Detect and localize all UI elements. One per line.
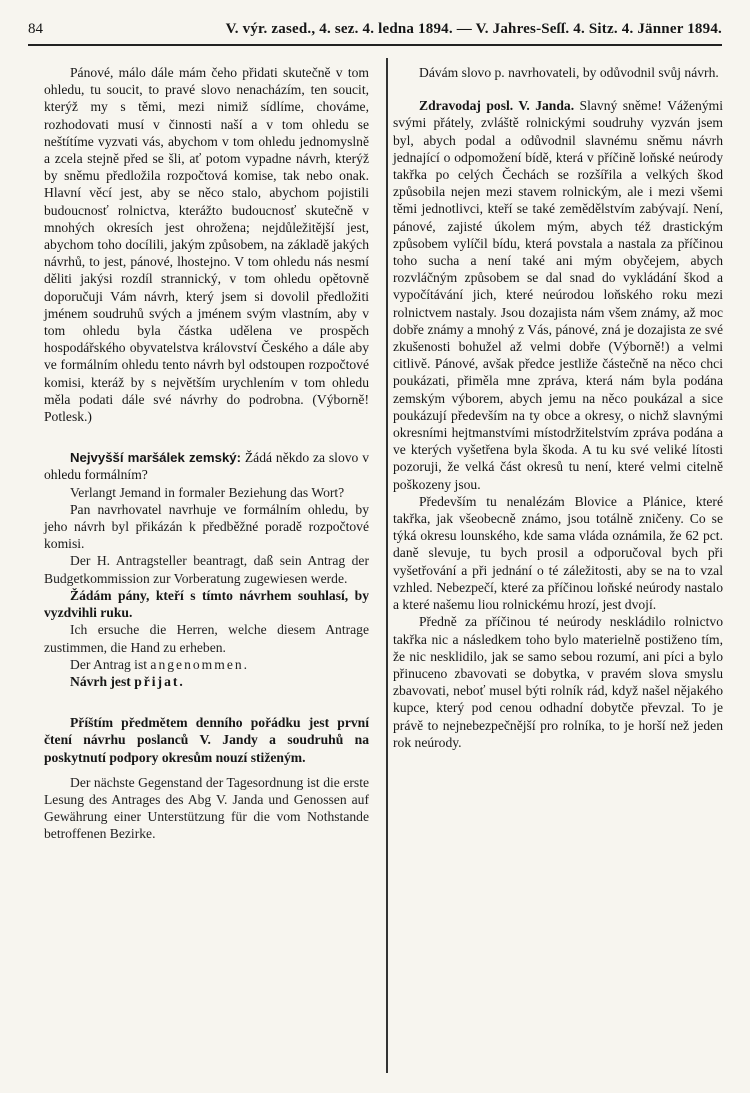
spacer bbox=[44, 766, 369, 774]
paragraph: Dávám slovo p. navrhovateli, by odůvodnil svůj návrh. bbox=[419, 65, 719, 80]
running-title: V. výr. zased., 4. sez. 4. ledna 1894. — V. Jahres-Seſſ. 4. Sitz. 4. Jänner 1894. bbox=[225, 20, 722, 37]
page-number: 84 bbox=[28, 20, 43, 37]
right-column bbox=[393, 64, 723, 751]
paragraph bbox=[44, 64, 369, 425]
paragraph-text: Der Antrag ist bbox=[70, 656, 151, 672]
speaker-name: Zdravodaj posl. V. Janda. bbox=[419, 98, 575, 114]
german-translation bbox=[44, 656, 369, 673]
paragraph bbox=[44, 673, 369, 690]
paragraph: Žádám pány, kteří s tímto návrhem souhlasí, by vyzdvihli ruku. bbox=[44, 587, 369, 621]
speaker-name: Nejvyšší maršálek zemský: bbox=[70, 450, 242, 466]
german-translation: Verlangt Jemand in formaler Beziehung das Wort? bbox=[70, 484, 345, 500]
column-divider bbox=[386, 58, 388, 1073]
left-column bbox=[44, 64, 369, 843]
spacer bbox=[44, 425, 369, 449]
german-translation: Ich ersuche die Herren, welche diesem Antrage zustimmen, die Hand zu erheben. bbox=[44, 622, 369, 655]
paragraph-text: Pánové, málo dále mám čeho přidati skutečně v tom ohledu, tu soucit, to pravé slovo nenacházím, ten soucit, kterýž my s těmi, mezi nimiž sídlíme, chováme, rozhodovati musí v činnosti naší a v tom ohledu se neštítíme vyzvati vás, abychom v tom ohledu jednomyslně a zcela stejně před se šli, ať potom vypadne návrh, kterýž by sněmu předložila rozpočtová komise, tak nebo onak. Hlavní věcí jest, aby se něco stalo, abychom pojistili budoucnosť rolnictva, kterážto budoucnosť skutečně v mnohých okresích jest ohrožena; nejdůležitější jest, abychom toho docílili, jakým způsobem, na základě jakých návrhů, to jest, pánové, lhostejno. V tom ohledu nás nesmí děliti jakýsi rozdíl strannický, v tom ohledu opětovně doporučuji Vám návrh, který jsem si dovolil předložiti jménem soudruhů svých a jménem svým vlastním, aby v tom ohledu byla částka udělena ve prospěch hospodářského obyvatelstva království Českého a dále aby ve formálním ohledu tento návrh byl odstoupen rozpočtové komisi, kteráž by s největším urychlením v tom ohledu měla podati dále své návrhy do podrobna. bbox=[44, 65, 369, 407]
paragraph-text: Slavný sněme! Váženými svými přátely, zvláště rolnickými soudruhy vyzván jsem byl, abych podal a odůvodnil slavnému sněmu návrh jednající o odpomožení bídě, která v příčině loňské neúrody takřka po celých Čechách se rozšířila a velkých škod způsobila nejen mezi stavem rolnickým, ale i mezi všemi těmi jednotlivci, kteří se také zemědělstvím zabývají. Není, pánové, zajisté úkolem mým, abych též drastickým způsobem vylíčil bídu, která povstala a nastala za příčinou toho sucha a není také ani mým obyčejem, abych rozvláčným způsobem se dal snad do vykládání škod a vypočítávání jich, které neúrodou loňského roku mezi rolnictvem nastaly. Jsou dozajista nám všem známy, až moc dobře známy a mnohý z Vás, pánové, zná je dozajista ze své zkušenosti bohužel až velmi dobře (Výborně!) a velmi citlivě. Pánové, avšak předce jestliže částečně na něco chci poukázati, přiměla mne zpráva, která nám byla podána zemským výborem, abych jemu na něco poukázal a sice poukázují především na ty obce a okresy, o nichž slavnými okresními hejtmanstvími místodržitelstvím zpráva podána a ve kterých vyšetřena byla škoda. A tu ku své veliké lítosti pozoruji, že velká část okresů tu není, které velmi citelně poškozeny jsou. bbox=[393, 98, 723, 492]
german-translation: Der H. Antragsteller beantragt, daß sein Antrag der Budgetkommission zur Vorberatung zugewiesen werde. bbox=[44, 553, 369, 586]
spacer bbox=[393, 81, 723, 97]
german-translation: Der nächste Gegenstand der Tagesordnung ist die erste Lesung des Antrages des Abg V. Janda und Genossen auf Gewährung einer Unterstützung für die vom Nothstande betroffenen Bezirke. bbox=[44, 774, 369, 842]
paragraph bbox=[393, 97, 723, 493]
paragraph: Pan navrhovatel navrhuje ve formálním ohledu, by jeho návrh byl přikázán k předběžné poradě rozpočtové komisi. bbox=[44, 501, 369, 552]
spaced-word: přijat. bbox=[134, 673, 185, 689]
paragraph: Především tu nenalézám Blovice a Plánice, které takřka, jak všeobecně známo, jsou totálně zničeny. Co se týká okresu lounského, kde sama vláda oznámila, že 62 pct. daně slevuje, tu bych prosil a odporučoval bych při vyšetřování a při jednání o té záležitosti, aby se na to vzal vzhled. Nebezpečí, které za příčinou loňské neúrody nastalo a které našemu liou rolnickému hrozí, jest dvojí. bbox=[393, 493, 723, 613]
header-rule bbox=[28, 44, 722, 46]
paragraph-text: Žádá někdo za slovo v ohledu formálním? bbox=[44, 450, 370, 483]
paragraph: Předně za příčinou té neúrody neskládilo rolnictvo takřka nic a následkem toho bylo materielně postiženo tím, že nic nesklidilo, jak se samo sebou rozumí, ani píci a bylo přinuceno zbavovati se dobytka, v pravém slova smyslu zbavovati, neboť musel býti rolník rád, když našel nějakého kupce, který pod cenou odhadní dobytče převzal. To je právě to nejnebezpečnější pro rolníka, to je horší než jeden rok neúrody. bbox=[393, 614, 723, 750]
paragraph bbox=[44, 449, 369, 483]
paragraph: Příštím předmětem denního pořádku jest první čtení návrhu poslanců V. Jandy a soudruhů na poskytnutí podpory okresům nouzí stiženým. bbox=[44, 715, 369, 765]
spacer bbox=[44, 690, 369, 714]
spaced-word: angenommen. bbox=[150, 656, 250, 672]
applause-note: (Výborně! Potlesk.) bbox=[44, 391, 369, 425]
paragraph-text: Návrh jest bbox=[70, 673, 135, 689]
page-header bbox=[28, 14, 722, 44]
